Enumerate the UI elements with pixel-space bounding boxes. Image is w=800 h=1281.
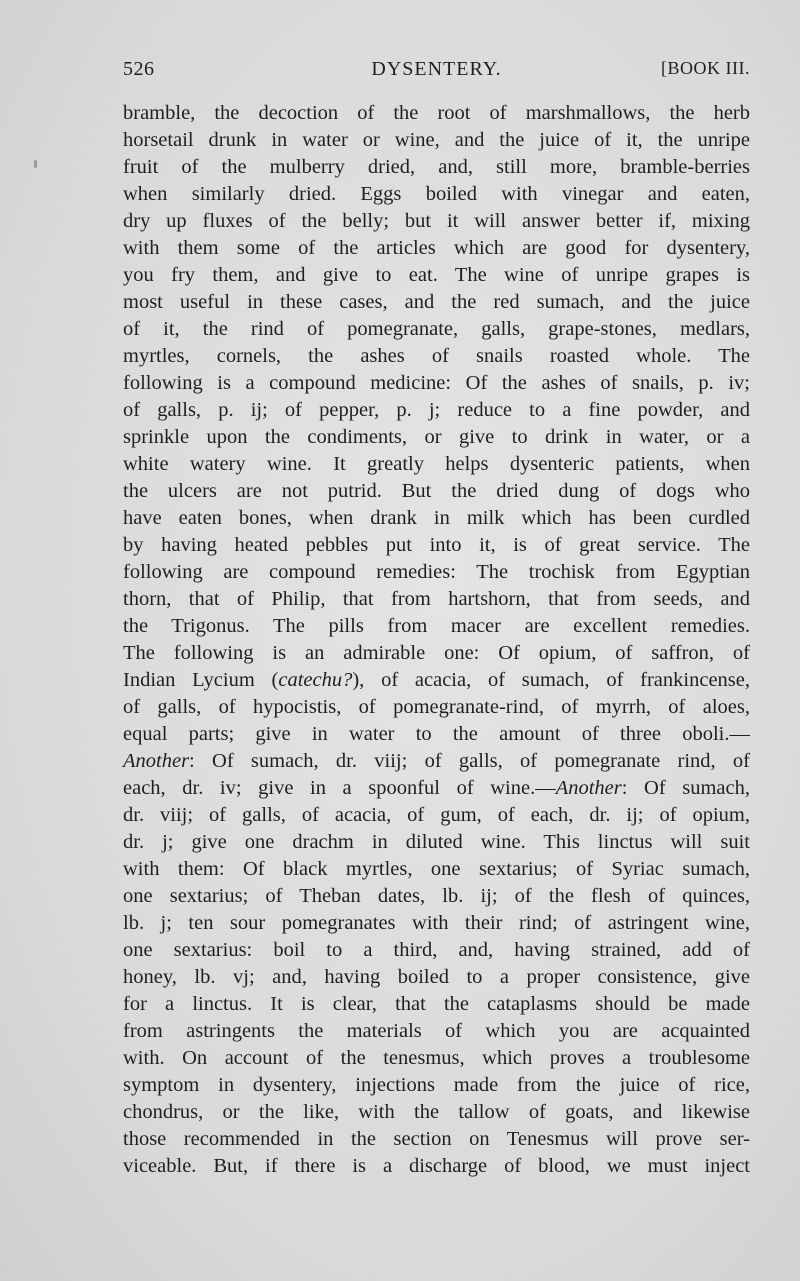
- text-line: honey, lb. vj; and, having boiled to a proper consistence, give: [123, 966, 750, 988]
- running-title: DYSENTERY.: [371, 58, 502, 80]
- running-header: [123, 58, 750, 88]
- text-line: white watery wine. It greatly helps dysenteric patients, when: [123, 453, 750, 475]
- text-line: bramble, the decoction of the root of marshmallows, the herb: [123, 102, 750, 124]
- text-line: The following is an admirable one: Of opium, of saffron, of: [123, 642, 750, 664]
- text-line: one sextarius; of Theban dates, lb. ij; of the flesh of quinces,: [123, 885, 750, 907]
- text-line: symptom in dysentery, injections made from the juice of rice,: [123, 1074, 750, 1096]
- text-line: most useful in these cases, and the red sumach, and the juice: [123, 291, 750, 313]
- text-line: Indian Lycium (catechu?), of acacia, of sumach, of frankincense,: [123, 669, 750, 691]
- italic-term: Another: [123, 750, 190, 772]
- text-line: with. On account of the tenesmus, which proves a troublesome: [123, 1047, 750, 1069]
- body-text: [123, 100, 750, 1180]
- text-line: the Trigonus. The pills from macer are excellent remedies.: [123, 615, 750, 637]
- text-line: horsetail drunk in water or wine, and the juice of it, the unripe: [123, 129, 750, 151]
- text-line: with them some of the articles which are good for dysentery,: [123, 237, 750, 259]
- italic-term: catechu?: [278, 669, 353, 691]
- text-line: thorn, that of Philip, that from hartshorn, that from seeds, and: [123, 588, 750, 610]
- margin-speck: [34, 160, 37, 168]
- text-line: sprinkle upon the condiments, or give to drink in water, or a: [123, 426, 750, 448]
- text-line: equal parts; give in water to the amount of three oboli.—: [123, 723, 750, 745]
- text-line: of galls, p. ij; of pepper, p. j; reduce to a fine powder, and: [123, 399, 750, 421]
- text-line: myrtles, cornels, the ashes of snails roasted whole. The: [123, 345, 750, 367]
- text-line: following are compound remedies: The trochisk from Egyptian: [123, 561, 750, 583]
- book-label: [BOOK III.: [661, 58, 750, 78]
- text-line: viceable. But, if there is a discharge of blood, we must inject: [123, 1155, 750, 1177]
- text-line: by having heated pebbles put into it, is of great service. The: [123, 534, 750, 556]
- text-line: one sextarius: boil to a third, and, having strained, add of: [123, 939, 750, 961]
- text-line: from astringents the materials of which you are acquainted: [123, 1020, 750, 1042]
- text-line: for a linctus. It is clear, that the cataplasms should be made: [123, 993, 750, 1015]
- text-line: have eaten bones, when drank in milk which has been curdled: [123, 507, 750, 529]
- text-line: lb. j; ten sour pomegranates with their rind; of astringent wine,: [123, 912, 750, 934]
- text-line: of galls, of hypocistis, of pomegranate-rind, of myrrh, of aloes,: [123, 696, 750, 718]
- italic-term: Another: [555, 777, 622, 799]
- text-line: those recommended in the section on Tenesmus will prove ser-: [123, 1128, 750, 1150]
- text-line: chondrus, or the like, with the tallow of goats, and likewise: [123, 1101, 750, 1123]
- text-line: following is a compound medicine: Of the ashes of snails, p. iv;: [123, 372, 750, 394]
- text-line: dr. j; give one drachm in diluted wine. This linctus will suit: [123, 831, 750, 853]
- text-line: with them: Of black myrtles, one sextarius; of Syriac sumach,: [123, 858, 750, 880]
- text-line: the ulcers are not putrid. But the dried dung of dogs who: [123, 480, 750, 502]
- text-line: Another: Of sumach, dr. viij; of galls, of pomegranate rind, of: [123, 750, 750, 772]
- page-number: 526: [123, 58, 155, 80]
- text-line: you fry them, and give to eat. The wine of unripe grapes is: [123, 264, 750, 286]
- text-line: of it, the rind of pomegranate, galls, grape-stones, medlars,: [123, 318, 750, 340]
- text-line: fruit of the mulberry dried, and, still more, bramble-berries: [123, 156, 750, 178]
- text-line: dry up fluxes of the belly; but it will answer better if, mixing: [123, 210, 750, 232]
- text-line: when similarly dried. Eggs boiled with vinegar and eaten,: [123, 183, 750, 205]
- text-line: dr. viij; of galls, of acacia, of gum, of each, dr. ij; of opium,: [123, 804, 750, 826]
- text-line: each, dr. iv; give in a spoonful of wine.—Another: Of sumach,: [123, 777, 750, 799]
